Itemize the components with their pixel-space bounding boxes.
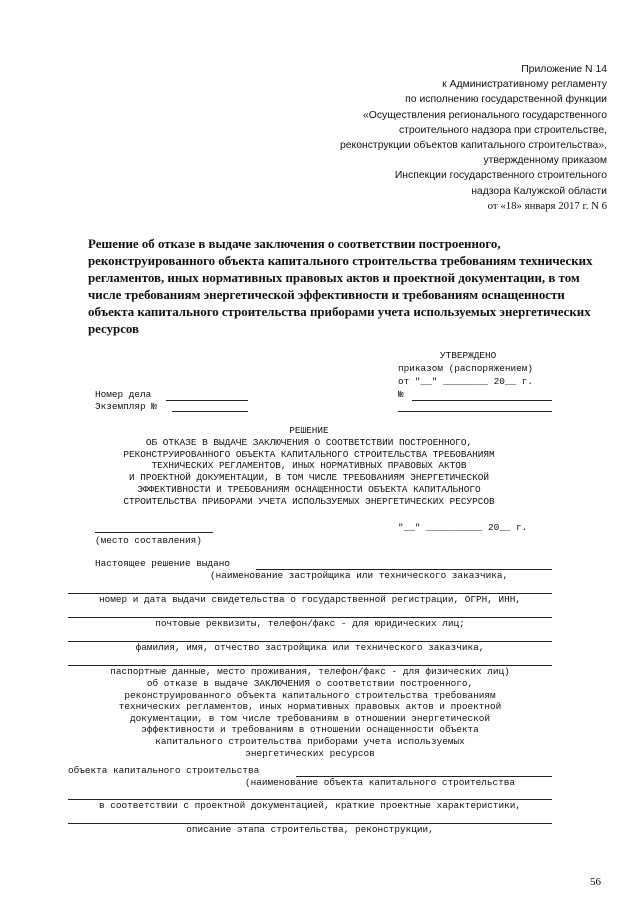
copy-number-line — [172, 411, 248, 412]
approved-heading: УТВЕРЖДЕНО — [440, 350, 497, 361]
decision-heading-line: ТЕХНИЧЕСКИХ РЕГЛАМЕНТОВ, ИНЫХ НОРМАТИВНЫХ ПРАВОВЫХ АКТОВ — [151, 460, 467, 472]
approved-date: от "__" ________ 20__ г. — [398, 376, 534, 387]
decision-heading-line: ОБ ОТКАЗЕ В ВЫДАЧЕ ЗАКЛЮЧЕНИЯ О СООТВЕТСТВИИ ПОСТРОЕННОГО, — [145, 436, 473, 448]
appendix-line: строительного надзора при строительстве, — [398, 124, 607, 136]
appendix-line: «Осуществления регионального государственного — [362, 109, 607, 121]
page-number: 56 — [590, 876, 601, 888]
issued-hint-1: (наименование застройщика или технического заказчика, — [210, 570, 509, 581]
object-label: объекта капитального строительства — [68, 765, 260, 776]
appendix-line: утвержденному приказом — [483, 155, 607, 167]
place-line — [95, 532, 213, 533]
appendix-line: Инспекции государственного строительного — [394, 170, 607, 182]
refusal-line: энергетических ресурсов — [245, 747, 375, 759]
issued-hint-4: фамилия, имя, отчество застройщика или технического заказчика, — [135, 642, 485, 653]
place-label: (место составления) — [95, 535, 202, 546]
appendix-line: реконструкции объектов капитального строительства», — [340, 140, 607, 152]
issued-hint-3: почтовые реквизиты, телефон/факс - для юридических лиц; — [155, 618, 465, 629]
appendix-line: к Административному регламенту — [442, 79, 607, 91]
refusal-line: об отказе в выдаче ЗАКЛЮЧЕНИЯ о соответствии построенного, — [146, 678, 474, 689]
object-hint-3: описание этапа строительства, реконструкции, — [186, 824, 434, 835]
appendix-header — [267, 62, 607, 214]
approved-number-label: № — [398, 389, 404, 400]
decision-heading-line: И ПРОЕКТНОЙ ДОКУМЕНТАЦИИ, В ТОМ ЧИСЛЕ ТРЕБОВАНИЯМ ЭНЕРГЕТИЧЕСКОЙ — [128, 472, 490, 484]
refusal-line: эффективности и требованиям в отношении оснащенности объекта — [141, 724, 479, 736]
approved-extra-line — [398, 411, 552, 412]
object-hint-1: (наименование объекта капитального строительства — [245, 777, 516, 788]
issued-hint-5: паспортные данные, место проживания, телефон/факс - для физических лиц) — [110, 666, 510, 677]
decision-heading-line: РЕКОНСТРУИРОВАННОГО ОБЪЕКТА КАПИТАЛЬНОГО СТРОИТЕЛЬСТВА ТРЕБОВАНИЯМ — [123, 448, 495, 460]
document-title: Решение об отказе в выдаче заключения о соответствии построенного, реконструированного объекта капитального строительства требованиям технических регламентов, иных нормативных правовых актов и проектной документации, в том числе требованиям энергетической эффективности и требованиям оснащенности объекта капитального строительства приборами учета используемых энергетических ресурсов — [88, 237, 593, 336]
decision-heading-line: СТРОИТЕЛЬСТВА ПРИБОРАМИ УЧЕТА ИСПОЛЬЗУЕМЫХ ЭНЕРГЕТИЧЕСКИХ РЕСУРСОВ — [123, 495, 495, 507]
refusal-line: реконструированного объекта капитального строительства требованиям — [124, 689, 496, 701]
approved-order: приказом (распоряжением) — [398, 363, 534, 374]
object-hint-2: в соответствии с проектной документацией, краткие проектные характеристики, — [99, 800, 521, 811]
issued-hint-2: номер и дата выдачи свидетельства о государственной регистрации, ОГРН, ИНН, — [99, 594, 521, 605]
decision-heading-line: ЭФФЕКТИВНОСТИ И ТРЕБОВАНИЯМ ОСНАЩЕННОСТИ ОБЪЕКТА КАПИТАЛЬНОГО — [137, 483, 481, 495]
issued-label: Настоящее решение выдано — [95, 558, 231, 569]
decision-heading — [64, 425, 554, 508]
copy-number-label: Экземпляр № — [95, 401, 157, 412]
case-number-label: Номер дела — [95, 389, 152, 400]
refusal-line: технических регламентов, иных нормативных правовых актов и проектной — [118, 701, 502, 713]
place-date: "__" __________ 20__ г. — [398, 522, 528, 533]
approved-number-line — [412, 400, 552, 401]
refusal-paragraph — [68, 678, 552, 759]
appendix-line: Приложение N 14 — [521, 64, 607, 75]
refusal-line: документации, в том числе требованиям в отношении энергетической — [129, 712, 491, 724]
decision-heading-line: РЕШЕНИЕ — [289, 425, 329, 436]
appendix-line: по исполнению государственной функции — [405, 94, 607, 106]
refusal-line: капитального строительства приборами учета используемых — [155, 735, 465, 747]
appendix-line: надзора Калужской области — [471, 185, 607, 197]
case-number-line — [166, 400, 248, 401]
appendix-date-line: от «18» января 2017 г. N 6 — [487, 199, 607, 212]
